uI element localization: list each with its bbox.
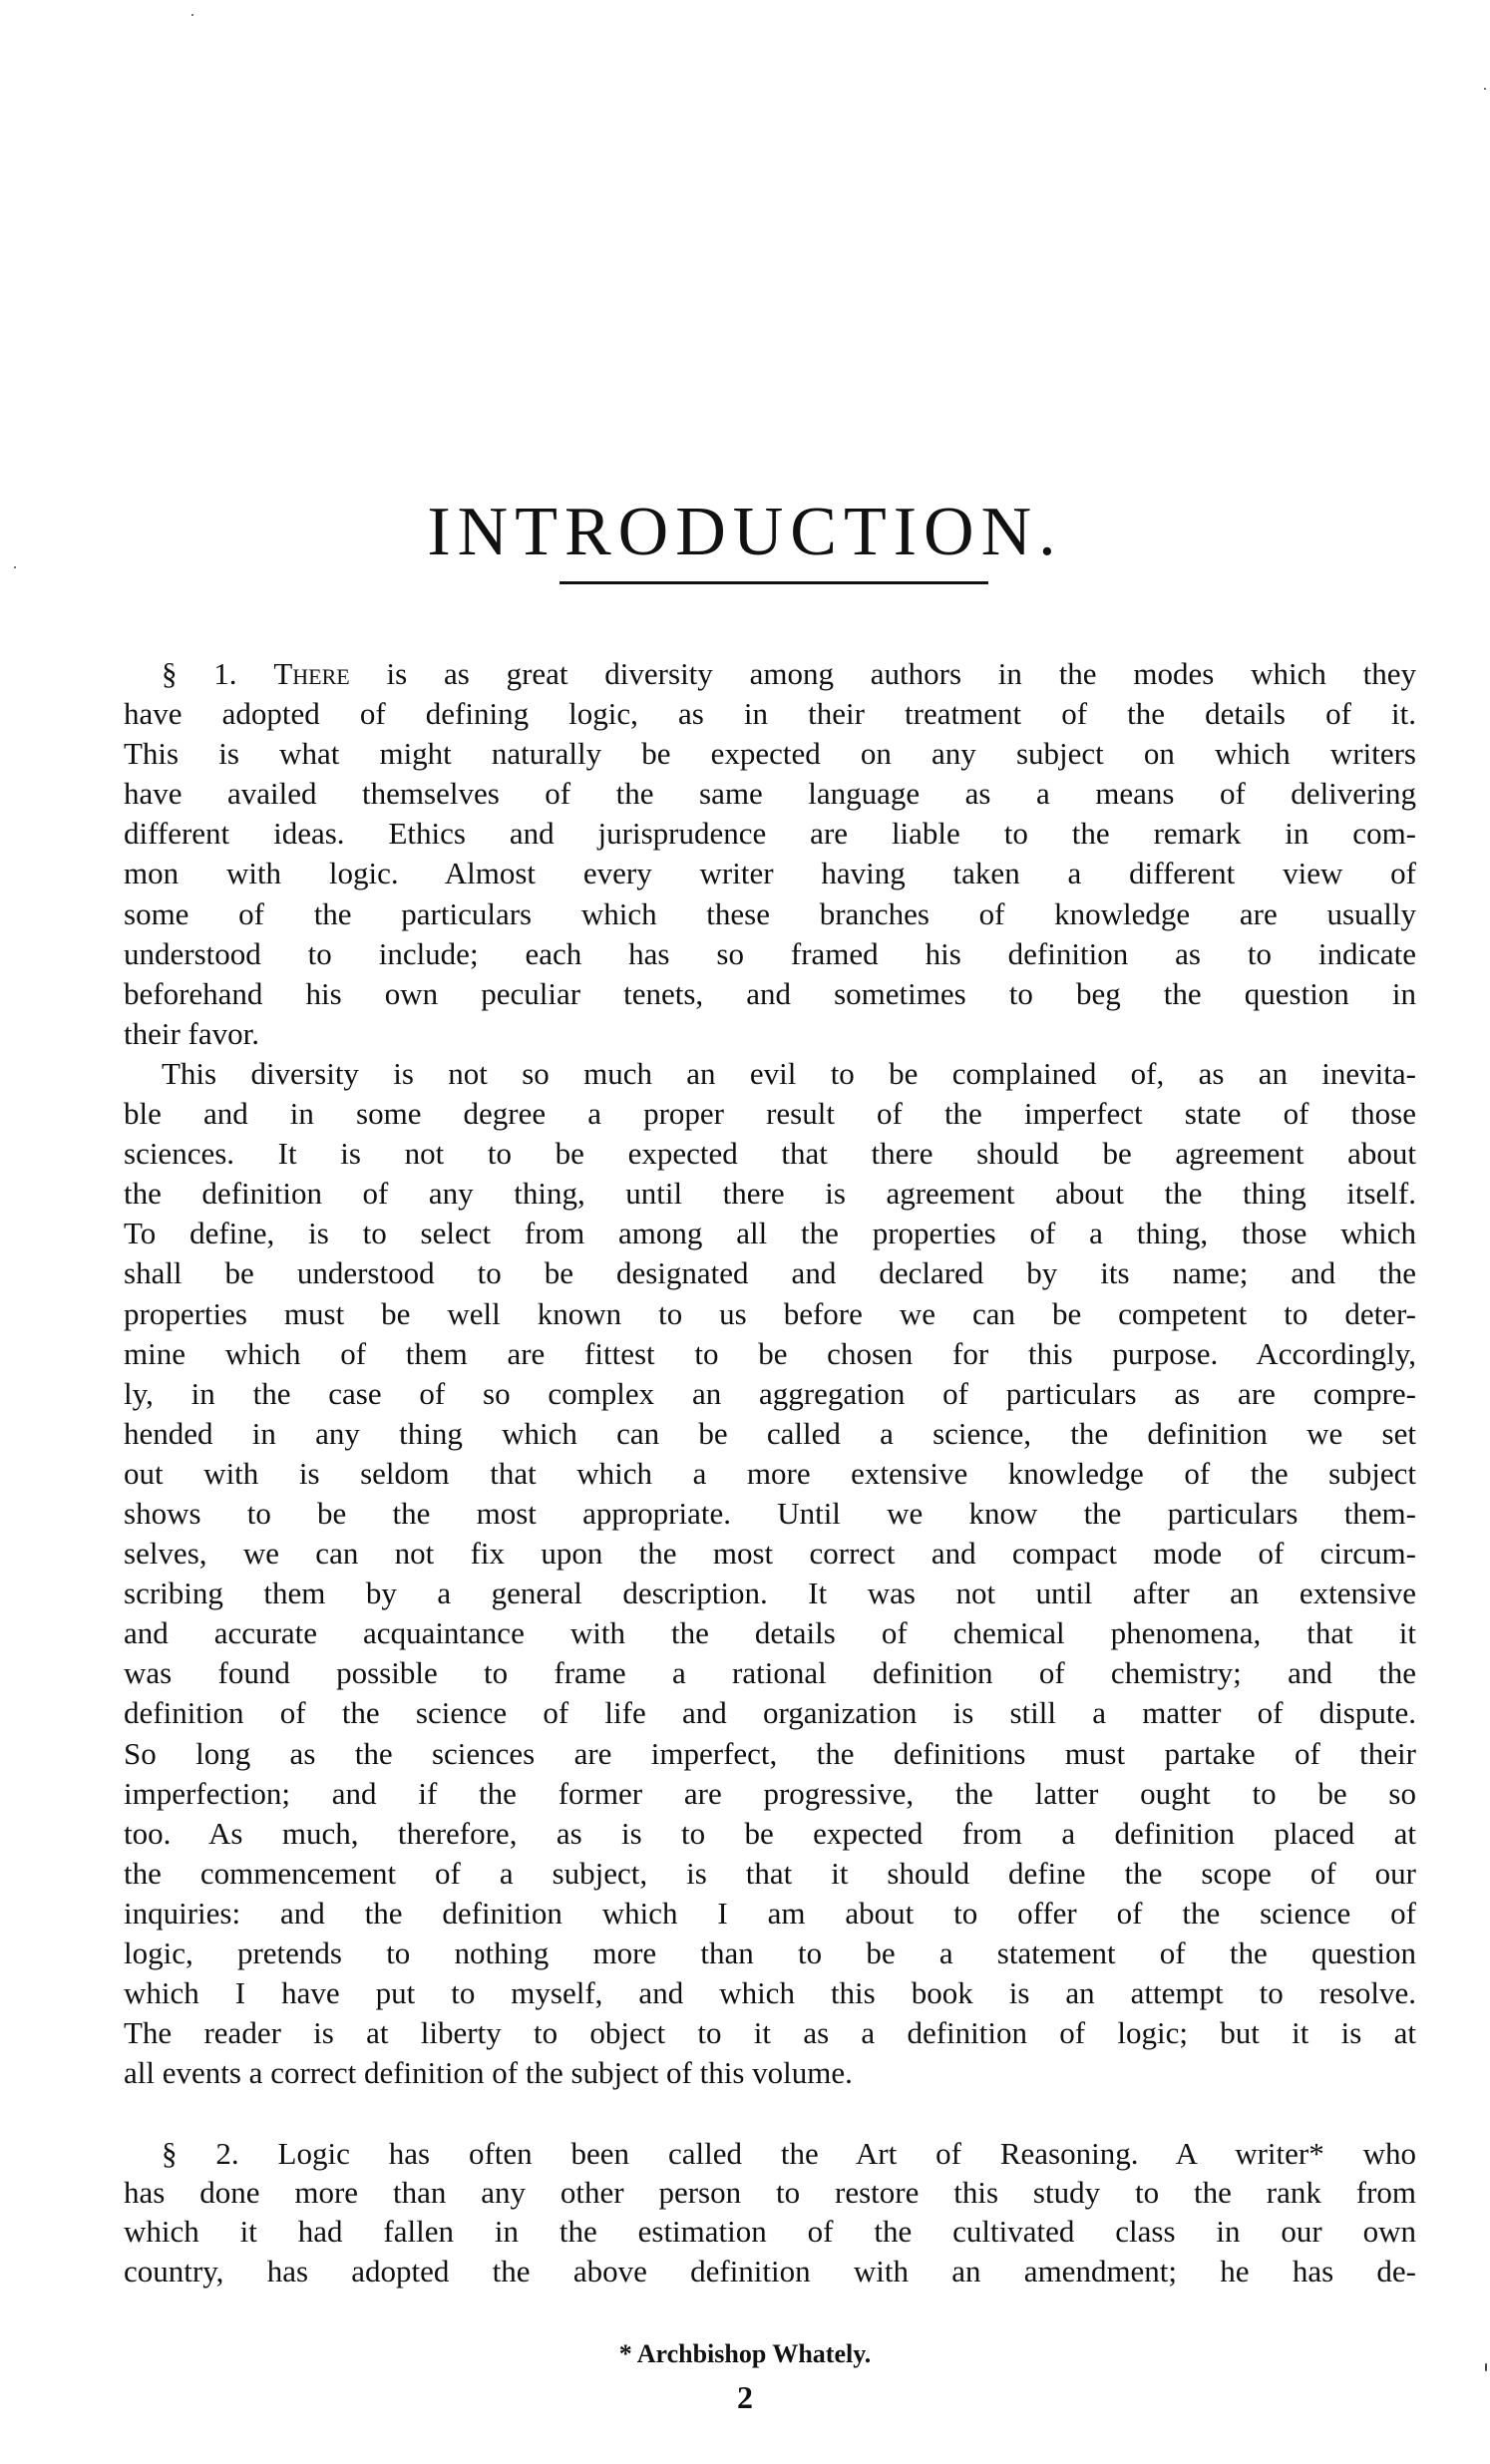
text-line: This is what might naturally be expected on any subject on which writers [124, 736, 1416, 772]
section-marker: § 1. [162, 656, 274, 691]
text-line: logic, pretends to nothing more than to be a statement of the question [124, 1936, 1416, 1970]
text-line: This diversity is not so much an evil to be complained of, as an inevita- [162, 1055, 1416, 1091]
section-1-text [124, 654, 1416, 2093]
text-line: out with is seldom that which a more extensive knowledge of the subject [124, 1455, 1416, 1491]
text-line: too. As much, therefore, as is to be expected from a definition placed at [124, 1815, 1416, 1851]
text-line: inquiries: and the definition which I am about to offer of the science of [124, 1895, 1416, 1931]
text-line: all events a correct definition of the subject of this volume. [124, 2055, 853, 2091]
text-line: which I have put to myself, and which this book is an attempt to resolve. [124, 1975, 1416, 2011]
title-divider-rule [559, 581, 988, 584]
text-line: ly, in the case of so complex an aggregation of particulars as are compre- [124, 1375, 1416, 1411]
scan-speck [1484, 88, 1486, 90]
text-line: the definition of any thing, until there is agreement about the thing itself. [124, 1176, 1416, 1212]
text-line: shows to be the most appropriate. Until we know the particulars them- [124, 1495, 1416, 1531]
section-2-text [124, 2134, 1416, 2290]
lead-word: There [273, 656, 350, 691]
text-line: selves, we can not fix upon the most correct and compact mode of circum- [124, 1536, 1416, 1572]
text-line: and accurate acquaintance with the details of chemical phenomena, that it [124, 1615, 1416, 1651]
text-line: To define, is to select from among all the properties of a thing, those which [124, 1216, 1416, 1251]
scan-speck [191, 14, 193, 16]
text-line: properties must be well known to us before we can be competent to deter- [124, 1295, 1416, 1331]
text-line: mine which of them are fittest to be chosen for this purpose. Accordingly, [124, 1335, 1416, 1371]
text-line: was found possible to frame a rational definition of chemistry; and the [124, 1655, 1416, 1691]
text-line: sciences. It is not to be expected that there should be agreement about [124, 1136, 1416, 1172]
text-line: understood to include; each has so framed his definition as to indicate [124, 935, 1416, 971]
chapter-title: INTRODUCTION. [427, 493, 1063, 570]
text-line: So long as the sciences are imperfect, the definitions must partake of their [124, 1735, 1416, 1771]
text-line: country, has adopted the above definition with an amendment; he has de- [124, 2253, 1416, 2288]
text-line: shall be understood to be designated and declared by its name; and the [124, 1255, 1416, 1291]
text-line: some of the particulars which these branches of knowledge are usually [124, 895, 1416, 931]
text-line: have availed themselves of the same language as a means of delivering [124, 776, 1416, 812]
text-line: definition of the science of life and organization is still a matter of dispute. [124, 1695, 1416, 1731]
text-line: beforehand his own peculiar tenets, and sometimes to beg the question in [124, 975, 1416, 1011]
text-line [124, 654, 1416, 694]
text-line: imperfection; and if the former are progressive, the latter ought to be so [124, 1775, 1416, 1811]
text-line: have adopted of defining logic, as in their treatment of the details of it. [124, 696, 1416, 732]
text-line: hended in any thing which can be called a science, the definition we set [124, 1415, 1416, 1451]
text-line: ble and in some degree a proper result of the imperfect state of those [124, 1096, 1416, 1132]
text-line: has done more than any other person to restore this study to the rank from [124, 2175, 1416, 2211]
text-line: which it had fallen in the estimation of the cultivated class in our own [124, 2214, 1416, 2250]
text-line: scribing them by a general description. It was not until after an extensive [124, 1576, 1416, 1611]
page-number: 2 [737, 2379, 753, 2415]
text-line: their favor. [124, 1015, 260, 1051]
line-text: is as great diversity among authors in the modes which they [349, 656, 1416, 691]
text-line: mon with logic. Almost every writer having taken a different view of [124, 856, 1416, 891]
footnote: * Archbishop Whately. [618, 2339, 872, 2368]
text-line: different ideas. Ethics and jurisprudence are liable to the remark in com- [124, 816, 1416, 852]
text-line: the commencement of a subject, is that it should define the scope of our [124, 1855, 1416, 1891]
text-line: The reader is at liberty to object to it as a definition of logic; but it is at [124, 2015, 1416, 2051]
text-line: § 2. Logic has often been called the Art of Reasoning. A writer* who [162, 2136, 1416, 2171]
